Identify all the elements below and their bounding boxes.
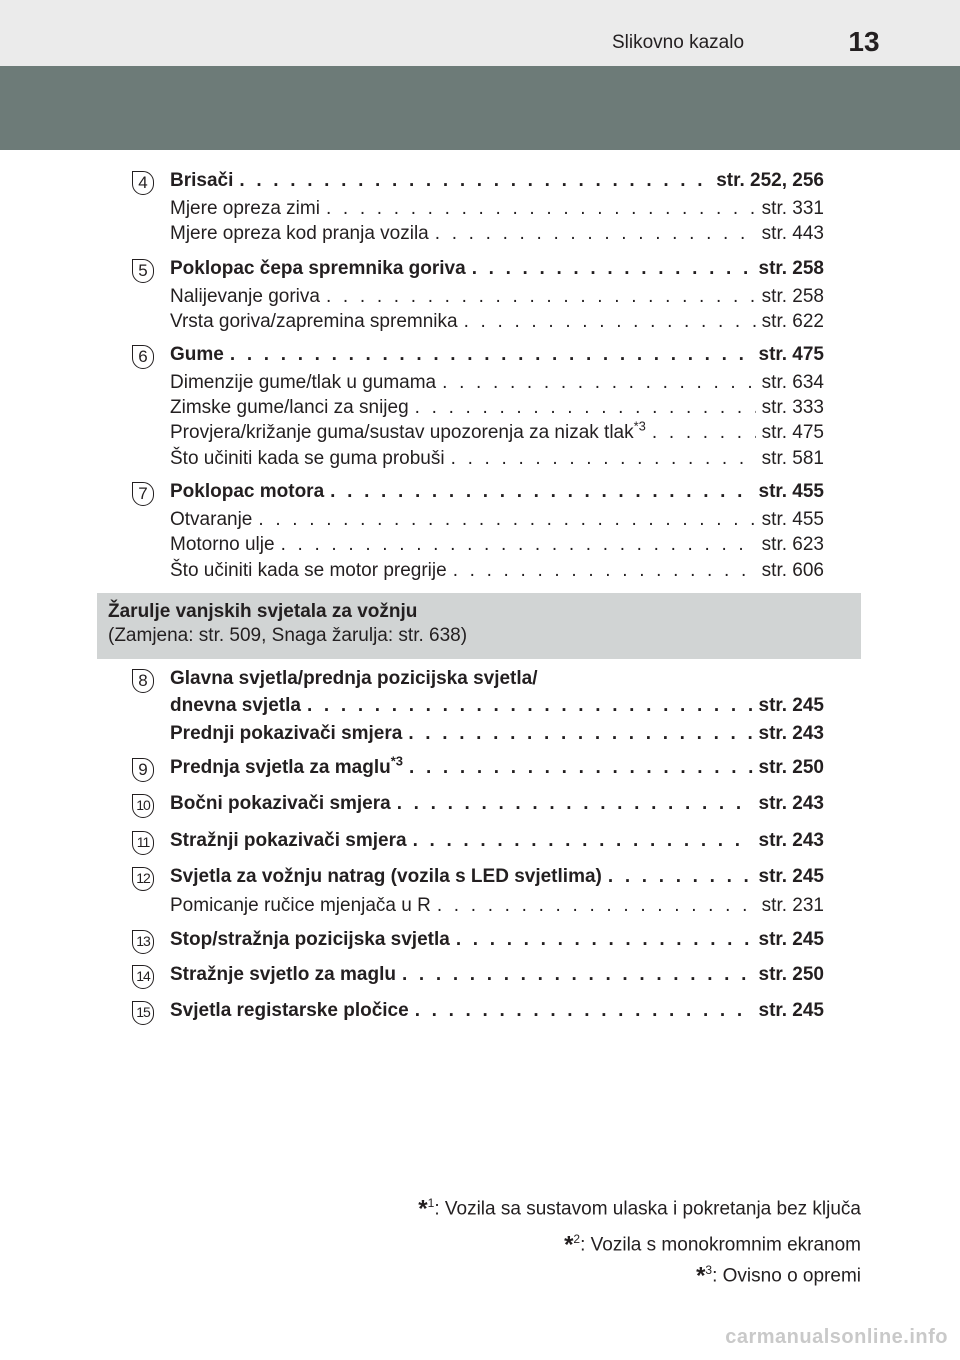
entry-label [170,1000,409,1022]
entry-label [170,830,407,852]
entry-label-text: Stražnji pokazivači smjera [170,830,407,851]
page-reference: str. 243 [758,723,824,744]
section-title: Žarulje vanjskih svjetala za vožnju [108,601,418,622]
footnote-ref: *3 [633,418,646,434]
page-number: 13 [848,26,880,57]
entry-label [170,448,445,470]
entry-label-text: Zimske gume/lanci za snijeg [170,397,409,418]
entry-label [170,866,602,888]
footnote-number: 3 [705,1262,713,1277]
page-reference: str. 231 [761,895,824,916]
index-subitem [170,223,824,245]
page-reference: str. 333 [761,397,824,418]
footnote-text: : Vozila s monokromnim ekranom [580,1234,861,1256]
entry-label [170,895,431,917]
entry-label [170,418,646,444]
entry-label [170,344,224,366]
item-number-badge: 9 [132,758,154,782]
item-number-badge: 6 [132,345,154,369]
entry-label [170,258,466,280]
page-header [0,0,960,66]
dot-leader [326,286,756,308]
entry-label [170,286,320,308]
index-subitem [170,534,824,556]
entry-label-text: Brisači [170,170,234,191]
index-subitem [170,286,824,308]
dot-leader [413,830,753,852]
entry-label [170,372,436,394]
dot-leader [453,560,756,582]
entry-label-text: Nalijevanje goriva [170,286,320,307]
index-heading [170,695,824,717]
dot-leader [326,198,756,220]
page-reference: str. 258 [761,286,824,307]
entry-label [170,170,233,192]
index-subitem [170,509,824,531]
entry-label [170,695,301,717]
item-number-badge: 11 [132,831,154,855]
dot-leader [437,895,756,917]
page-reference: str. 252, 256 [716,170,824,191]
page-reference: str. 443 [761,223,824,244]
index-heading [170,1000,824,1022]
index-subitem [170,418,824,444]
page-reference: str. 331 [761,198,824,219]
item-number-badge: 10 [132,794,154,818]
header-title: Slikovno kazalo [612,32,745,53]
entry-label-text: Što učiniti kada se motor pregrije [170,560,447,581]
entry-label-text: Stražnje svjetlo za maglu [170,964,396,985]
dot-leader [435,223,756,245]
dot-leader [239,170,710,192]
entry-label-text: Gume [170,344,224,365]
page-reference: str. 475 [761,422,824,443]
dot-leader [330,481,752,503]
entry-label-text: Što učiniti kada se guma probuši [170,448,445,469]
index-heading [170,258,824,280]
entry-label-text: Otvaranje [170,509,253,530]
page-reference: str. 245 [758,1000,824,1021]
entry-label [170,793,391,815]
index-heading [170,723,824,745]
index-subitem [170,397,824,419]
entry-label-text: Mjere opreza kod pranja vozila [170,223,429,244]
entry-label-text: Prednja svjetla za maglu [170,757,391,778]
entry-label-text: Poklopac čepa spremnika goriva [170,258,466,279]
page-reference: str. 622 [761,311,824,332]
entry-label-text: Prednji pokazivači smjera [170,723,403,744]
page-reference: str. 475 [758,344,824,365]
dot-leader [451,448,756,470]
index-subitem [170,560,824,582]
dot-leader [608,866,753,888]
dot-leader [397,793,753,815]
dot-leader [472,258,753,280]
entry-label [170,481,324,503]
entry-label [170,668,538,690]
entry-label-text: Glavna svjetla/prednja pozicijska svjetla/ [170,668,538,689]
page-reference: str. 581 [761,448,824,469]
footnote [418,1188,861,1224]
dot-leader [409,757,753,779]
item-number-badge: 5 [132,259,154,283]
footnote-asterisk: * [418,1195,428,1223]
index-subitem [170,895,824,917]
footnote-number: 1 [427,1196,435,1210]
entry-label-text: Stop/stražnja pozicijska svjetla [170,929,450,950]
page-reference: str. 258 [758,258,824,279]
index-subitem [170,198,824,220]
entry-label [170,929,450,951]
entry-label-text: Motorno ulje [170,534,275,555]
entry-label-text: dnevna svjetla [170,695,301,716]
dot-leader [652,422,756,444]
dot-leader [415,397,756,419]
footnote-asterisk: * [696,1261,706,1289]
index-heading [170,964,824,986]
dot-leader [464,311,756,333]
index-heading [170,481,824,503]
item-number-badge: 15 [132,1001,154,1025]
entry-label-text: Dimenzije gume/tlak u gumama [170,372,437,393]
footnote-number: 2 [573,1232,581,1247]
item-number-badge: 8 [132,669,154,693]
dot-leader [415,1000,753,1022]
dot-leader [307,695,753,717]
entry-label-text: Mjere opreza zimi [170,198,320,219]
entry-label [170,509,252,531]
page-reference: str. 606 [761,560,824,581]
entry-label-text: Provjera/križanje guma/sustav upozorenja za nizak tlak [170,422,634,443]
page-reference: str. 455 [761,509,824,530]
entry-label-text: Poklopac motora [170,481,325,502]
index-heading [170,344,824,366]
dot-leader [456,929,753,951]
page-reference: str. 245 [758,929,824,950]
watermark: carmanualsonline.info [725,1326,948,1348]
index-heading [170,753,824,779]
page-reference: str. 455 [758,481,824,502]
page-reference: str. 243 [758,793,824,814]
entry-label-text: Svjetla registarske pločice [170,1000,409,1021]
entry-label [170,397,409,419]
entry-label [170,311,458,333]
section-band [97,593,861,659]
item-number-badge: 13 [132,930,154,954]
entry-label [170,723,402,745]
section-subtitle: (Zamjena: str. 509, Snaga žarulja: str. 638) [108,625,468,646]
dot-leader [442,372,756,394]
page-reference: str. 623 [761,534,824,555]
header-banner [0,66,960,150]
dot-leader [230,344,753,366]
item-number-badge: 14 [132,965,154,989]
entry-label [170,534,275,556]
entry-label [170,964,396,986]
index-heading [170,793,824,815]
index-heading [170,866,824,888]
entry-label-text: Svjetla za vožnju natrag (vozila s LED svjetlima) [170,866,602,887]
item-number-badge: 12 [132,867,154,891]
dot-leader [258,509,755,531]
page-reference: str. 243 [758,830,824,851]
item-number-badge: 7 [132,482,154,506]
index-subitem [170,311,824,333]
entry-label-text: Pomicanje ručice mjenjača u R [170,895,431,916]
index-heading [170,668,824,690]
dot-leader [402,964,753,986]
footnote-text: : Vozila sa sustavom ulaska i pokretanja bez ključa [434,1198,861,1220]
entry-label [170,560,447,582]
item-number-badge: 4 [132,171,154,195]
footnotes [418,1188,861,1291]
index-heading [170,929,824,951]
page-reference: str. 245 [758,866,824,887]
footnote-text: : Ovisno o opremi [712,1264,861,1286]
index-heading [170,830,824,852]
index-subitem [170,372,824,394]
page-reference: str. 250 [758,964,824,985]
entry-label-text: Bočni pokazivači smjera [170,793,391,814]
page-reference: str. 250 [758,757,824,778]
page-reference: str. 634 [761,372,824,393]
dot-leader [408,723,752,745]
entry-label [170,198,320,220]
entry-label [170,753,403,779]
footnote-ref: *3 [390,753,403,769]
entry-label [170,223,429,245]
index-heading [170,170,824,192]
page-reference: str. 245 [758,695,824,716]
index-subitem [170,448,824,470]
entry-label-text: Vrsta goriva/zapremina spremnika [170,311,458,332]
footnote-asterisk: * [564,1231,574,1259]
dot-leader [281,534,756,556]
